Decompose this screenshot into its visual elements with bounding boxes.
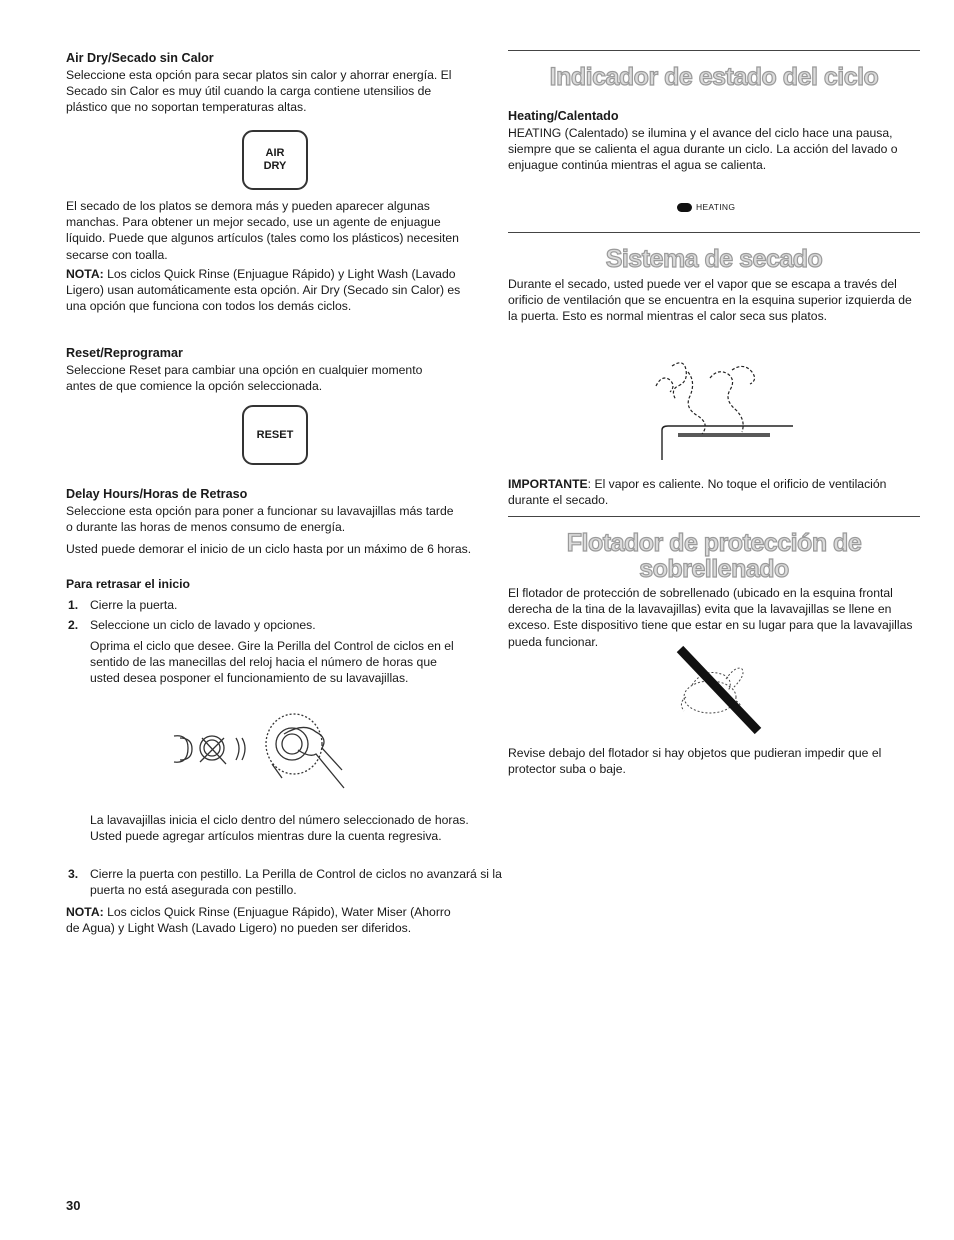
heating-light-label: HEATING [696,202,736,212]
heating-light-icon [677,203,692,212]
heating-indicator [677,202,735,212]
step-3-number: 3. [68,867,79,881]
reset-paragraph: Seleccione Reset para cambiar una opción en cualquier momento antes de que comience la opción seleccionada. [66,363,423,394]
float-illustration [668,645,763,737]
delay-note [66,904,461,936]
drying-paragraph: Durante el secado, usted puede ver el vapor que se escapa a través del orificio de ventilación que se encuentra en la esquina superior izquierda de la puerta. Esto es normal mientras el calor seca sus platos. [508,277,912,324]
delay-paragraph-2: Usted puede demorar el inicio de un ciclo hasta por un máximo de 6 horas. [66,542,472,556]
delay-subheading: Para retrasar el inicio [66,577,190,591]
indicator-title: Indicador de estado del ciclo [549,63,879,91]
delay-paragraph: Seleccione esta opción para poner a funcionar su lavavajillas más tarde o durante las horas de menos consumo de energía. [66,504,454,535]
knob-turn-illustration [166,708,346,803]
delay-heading: Delay Hours/Horas de Retraso [66,487,248,501]
reset-button-illustration [242,405,308,465]
air-dry-heading: Air Dry/Secado sin Calor [66,51,214,65]
air-dry-button-line1: AIR [265,147,285,159]
heating-paragraph: HEATING (Calentado) se ilumina y el avance del ciclo hace una pausa, siempre que se calienta el agua durante un ciclo. La acción del lavado o enjuague continúa mientras el agua se calienta. [508,126,898,173]
page-number: 30 [66,1198,81,1213]
delay-step-3 [66,866,502,898]
step-1-text: Cierre la puerta. [90,598,178,612]
float-paragraph-2: Revise debajo del flotador si hay objetos que pudieran impedir que el protector suba o baje. [508,746,882,777]
reset-heading: Reset/Reprogramar [66,346,183,360]
steam-vent-illustration [648,352,793,462]
air-dry-note-label: NOTA: [66,267,104,281]
important-text: : El vapor es caliente. No toque el orificio de ventilación durante el secado. [508,477,887,508]
drying-title: Sistema de secado [605,245,823,273]
heating-heading: Heating/Calentado [508,109,619,123]
step-2-number: 2. [68,618,79,632]
reset-button-label: RESET [256,428,294,441]
divider-1 [508,50,920,51]
air-dry-note-text: Los ciclos Quick Rinse (Enjuague Rápido) y Light Wash (Lavado Ligero) usan automáticamente esta opción. Air Dry (Secado sin Calor) es una opción que funciona con todos los demás ciclos. [66,267,461,314]
delay-note-label: NOTA: [66,905,104,919]
delay-step-1 [66,597,500,613]
step-3-text: Cierre la puerta con pestillo. La Perilla de Control de ciclos no avanzará si la puerta no está asegurada con pestillo. [90,867,502,898]
air-dry-note [66,266,471,315]
float-title-line-1: Flotador de protección de [566,529,862,557]
float-paragraph: El flotador de protección de sobrellenado (ubicado en la esquina frontal derecha de la tina de la lavavajillas) evita que la lavavajillas se llene en exceso. Este dispositivo tiene que estar en su lugar para que la lavavajillas pueda funcionar. [508,586,913,649]
step-1-number: 1. [68,598,79,612]
important-label: IMPORTANTE [508,477,588,491]
air-dry-paragraph-2: El secado de los platos se demora más y pueden aparecer algunas manchas. Para obtener un mejor secado, use un agente de enjuague líquido. Puede que algunos artículos (tales como los plásticos) necesiten secarse con toalla. [66,199,459,262]
step-2-after: La lavavajillas inicia el ciclo dentro del número seleccionado de horas. Usted puede agregar artículos mientras dure la cuenta regresiva. [90,813,469,844]
delay-note-text: Los ciclos Quick Rinse (Enjuague Rápido), Water Miser (Ahorro de Agua) y Light Wash (Lavado Ligero) no pueden ser diferidos. [66,905,451,936]
step-2-text: Seleccione un ciclo de lavado y opciones. [90,618,316,632]
drying-important [508,476,913,508]
air-dry-button-illustration [242,130,308,190]
float-title-line-2: sobrellenado [639,555,789,583]
delay-step-2 [66,617,500,633]
air-dry-paragraph: Seleccione esta opción para secar platos sin calor y ahorrar energía. El Secado sin Calor es muy útil cuando la carga contiene utensilios de plástico que no soportan temperaturas altas. [66,68,452,115]
divider-2 [508,232,920,233]
divider-3 [508,516,920,517]
air-dry-button-line2: DRY [263,160,287,172]
step-2-detail: Oprima el ciclo que desee. Gire la Perilla del Control de ciclos en el sentido de las manecillas del reloj hacia el número de horas que usted desea posponer el funcionamiento de su lavavajillas. [90,639,454,686]
